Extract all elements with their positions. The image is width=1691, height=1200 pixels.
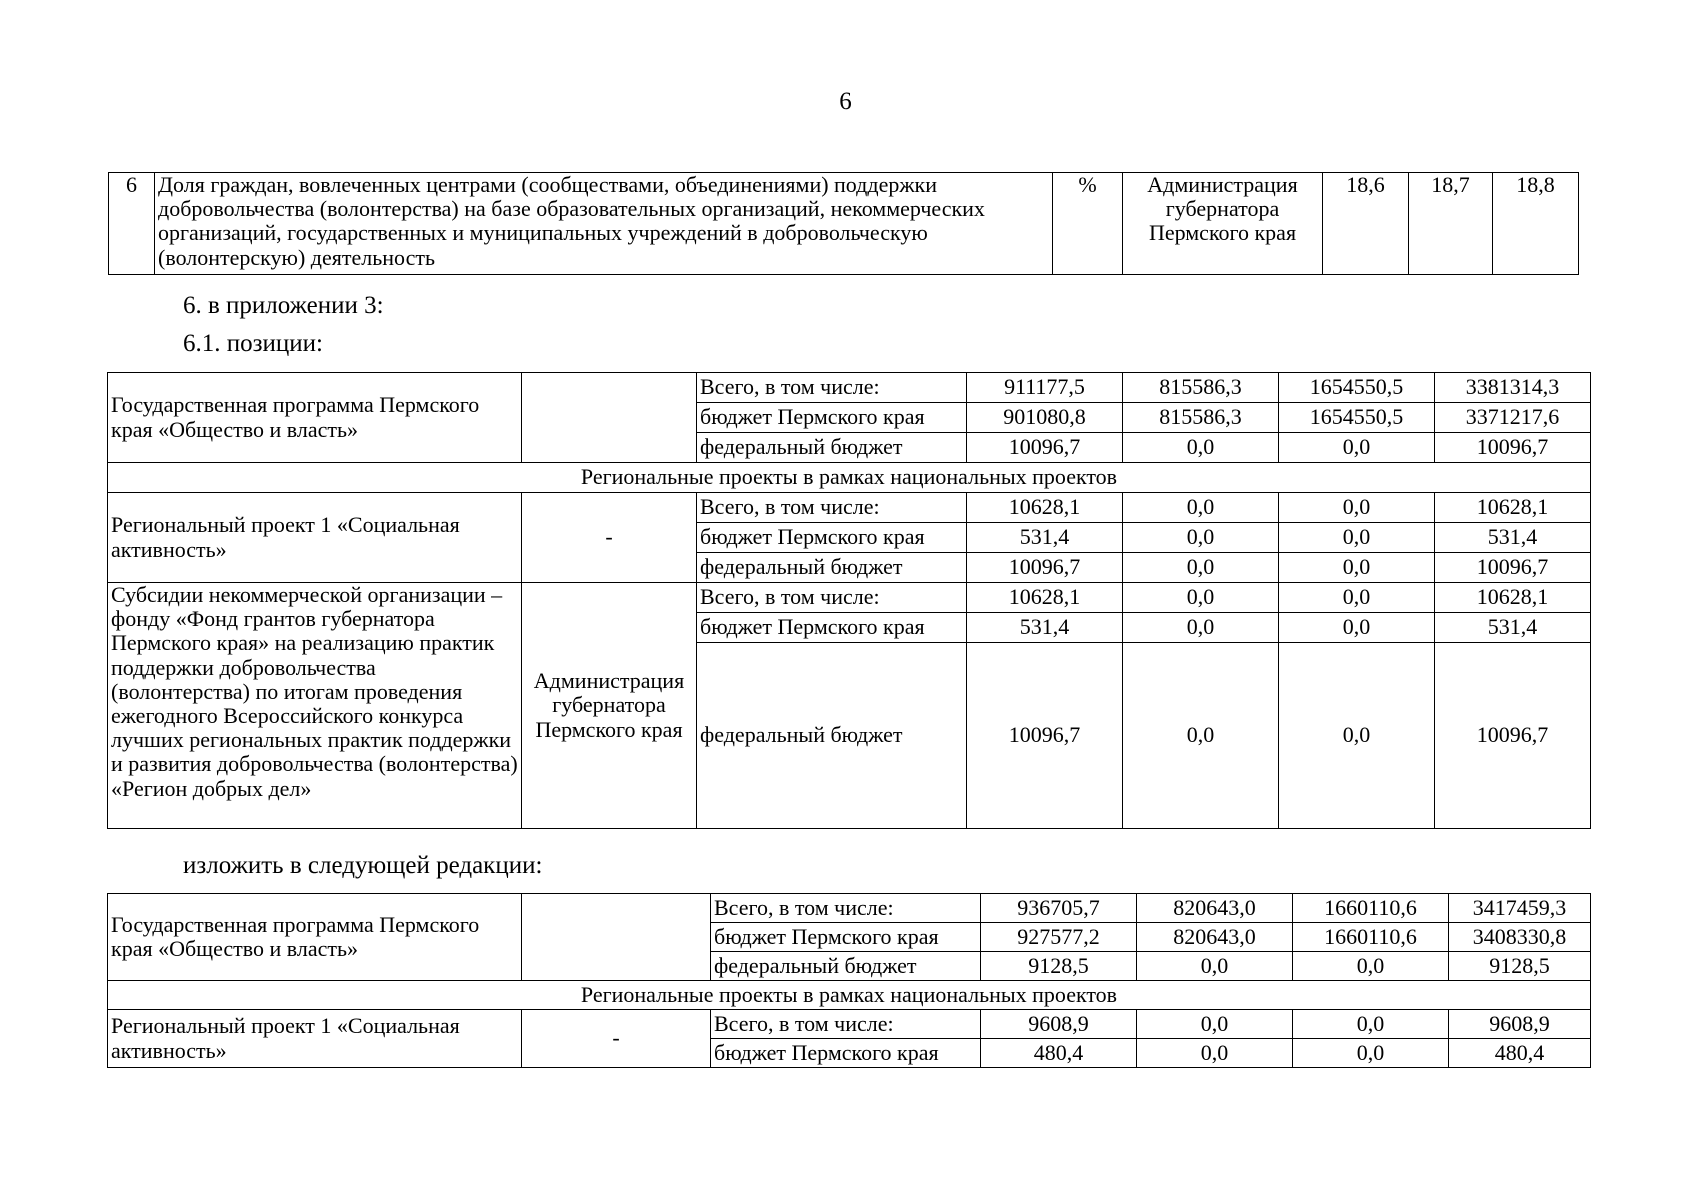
source-label: федеральный бюджет [711,952,981,981]
value-cell: 0,0 [1137,1010,1293,1039]
section-heading: изложить в следующей редакции: [183,852,543,879]
value-cell: 531,4 [967,523,1123,553]
value-cell: 0,0 [1137,1039,1293,1068]
indicator-description: Доля граждан, вовлеченных центрами (сообществами, объединениями) поддержки добровольчества (волонтерства) на базе образовательных организаций, некоммерческих организаций, государственных и муниципальных учреждений в добровольческую (волонтерскую) деятельность [155,173,1053,275]
value-cell: 1660110,6 [1293,923,1449,952]
table-row [108,894,1591,923]
value-cell: 815586,3 [1123,403,1279,433]
org-cell: - [522,493,697,583]
funding-table-new [107,893,1591,1068]
value-cell: 0,0 [1279,493,1435,523]
value-cell: 0,0 [1123,493,1279,523]
table-row [109,173,1579,275]
funding-table-old [107,372,1591,829]
value-cell: 10628,1 [1435,583,1591,613]
value-cell: 9608,9 [981,1010,1137,1039]
section-row-label: Региональные проекты в рамках национальных проектов [108,463,1591,493]
section-heading: 6.1. позиции: [183,330,323,357]
value-cell: 0,0 [1279,643,1435,829]
value-cell: 1660110,6 [1293,894,1449,923]
value-cell: 0,0 [1279,553,1435,583]
value-cell: 0,0 [1137,952,1293,981]
section-heading: 6. в приложении 3: [183,292,384,319]
value-cell: 1654550,5 [1279,373,1435,403]
source-label: Всего, в том числе: [697,493,967,523]
value-cell: 0,0 [1123,613,1279,643]
value-cell: 0,0 [1279,583,1435,613]
value-cell: 10096,7 [967,433,1123,463]
section-row-label: Региональные проекты в рамках национальных проектов [108,981,1591,1010]
value-cell: 0,0 [1123,643,1279,829]
value-cell: 531,4 [1435,613,1591,643]
value-cell: 9128,5 [981,952,1137,981]
value-cell: 480,4 [981,1039,1137,1068]
value-cell: 10628,1 [1435,493,1591,523]
org-cell: Администрация губернатора Пермского края [522,583,697,829]
value-cell: 10096,7 [1435,553,1591,583]
value-cell: 820643,0 [1137,894,1293,923]
value-cell: 3371217,6 [1435,403,1591,433]
source-label: бюджет Пермского края [697,523,967,553]
value-cell: 901080,8 [967,403,1123,433]
org-cell: - [522,1010,711,1068]
value-cell: 531,4 [967,613,1123,643]
source-label: Всего, в том числе: [711,894,981,923]
source-label: федеральный бюджет [697,643,967,829]
source-label: бюджет Пермского края [711,1039,981,1068]
value-cell: 0,0 [1123,523,1279,553]
page-number: 6 [839,88,852,115]
value-cell: 480,4 [1449,1039,1591,1068]
value-cell: 9128,5 [1449,952,1591,981]
value-cell: 936705,7 [981,894,1137,923]
project-name: Региональный проект 1 «Социальная активность» [108,493,522,583]
org-cell [522,373,697,463]
value-cell: 18,8 [1493,173,1579,275]
value-cell: 0,0 [1123,553,1279,583]
value-cell: 0,0 [1123,583,1279,613]
value-cell: 820643,0 [1137,923,1293,952]
source-label: бюджет Пермского края [697,403,967,433]
value-cell: 10096,7 [1435,643,1591,829]
table-row [108,373,1591,403]
value-cell: 3381314,3 [1435,373,1591,403]
source-label: бюджет Пермского края [697,613,967,643]
program-name: Государственная программа Пермского края «Общество и власть» [108,373,522,463]
table-row [108,1010,1591,1039]
row-number: 6 [109,173,155,275]
program-name: Государственная программа Пермского края «Общество и власть» [108,894,522,981]
value-cell: 0,0 [1279,613,1435,643]
value-cell: 18,6 [1323,173,1409,275]
value-cell: 0,0 [1293,1010,1449,1039]
value-cell: 815586,3 [1123,373,1279,403]
org-cell: Администрация губернатора Пермского края [1123,173,1323,275]
value-cell: 0,0 [1279,433,1435,463]
table-row [108,493,1591,523]
org-cell [522,894,711,981]
value-cell: 9608,9 [1449,1010,1591,1039]
value-cell: 0,0 [1293,952,1449,981]
subsidy-name: Субсидии некоммерческой организации – фонду «Фонд грантов губернатора Пермского края» на реализацию практик поддержки добровольчества (волонтерства) по итогам проведения ежегодного Всероссийского конкурса лучших региональных практик поддержки и развития добровольчества (волонтерства) «Регион добрых дел» [108,583,522,829]
source-label: бюджет Пермского края [711,923,981,952]
value-cell: 911177,5 [967,373,1123,403]
project-name: Региональный проект 1 «Социальная активность» [108,1010,522,1068]
unit-cell: % [1053,173,1123,275]
value-cell: 10096,7 [1435,433,1591,463]
value-cell: 10628,1 [967,493,1123,523]
table-row [108,981,1591,1010]
source-label: Всего, в том числе: [711,1010,981,1039]
value-cell: 3417459,3 [1449,894,1591,923]
value-cell: 10096,7 [967,553,1123,583]
source-label: Всего, в том числе: [697,373,967,403]
value-cell: 927577,2 [981,923,1137,952]
value-cell: 0,0 [1293,1039,1449,1068]
value-cell: 1654550,5 [1279,403,1435,433]
value-cell: 10096,7 [967,643,1123,829]
value-cell: 18,7 [1409,173,1493,275]
value-cell: 0,0 [1123,433,1279,463]
source-label: Всего, в том числе: [697,583,967,613]
table-row [108,583,1591,613]
value-cell: 10628,1 [967,583,1123,613]
table-row [108,463,1591,493]
source-label: федеральный бюджет [697,433,967,463]
indicator-table [108,172,1579,275]
value-cell: 0,0 [1279,523,1435,553]
source-label: федеральный бюджет [697,553,967,583]
value-cell: 531,4 [1435,523,1591,553]
value-cell: 3408330,8 [1449,923,1591,952]
